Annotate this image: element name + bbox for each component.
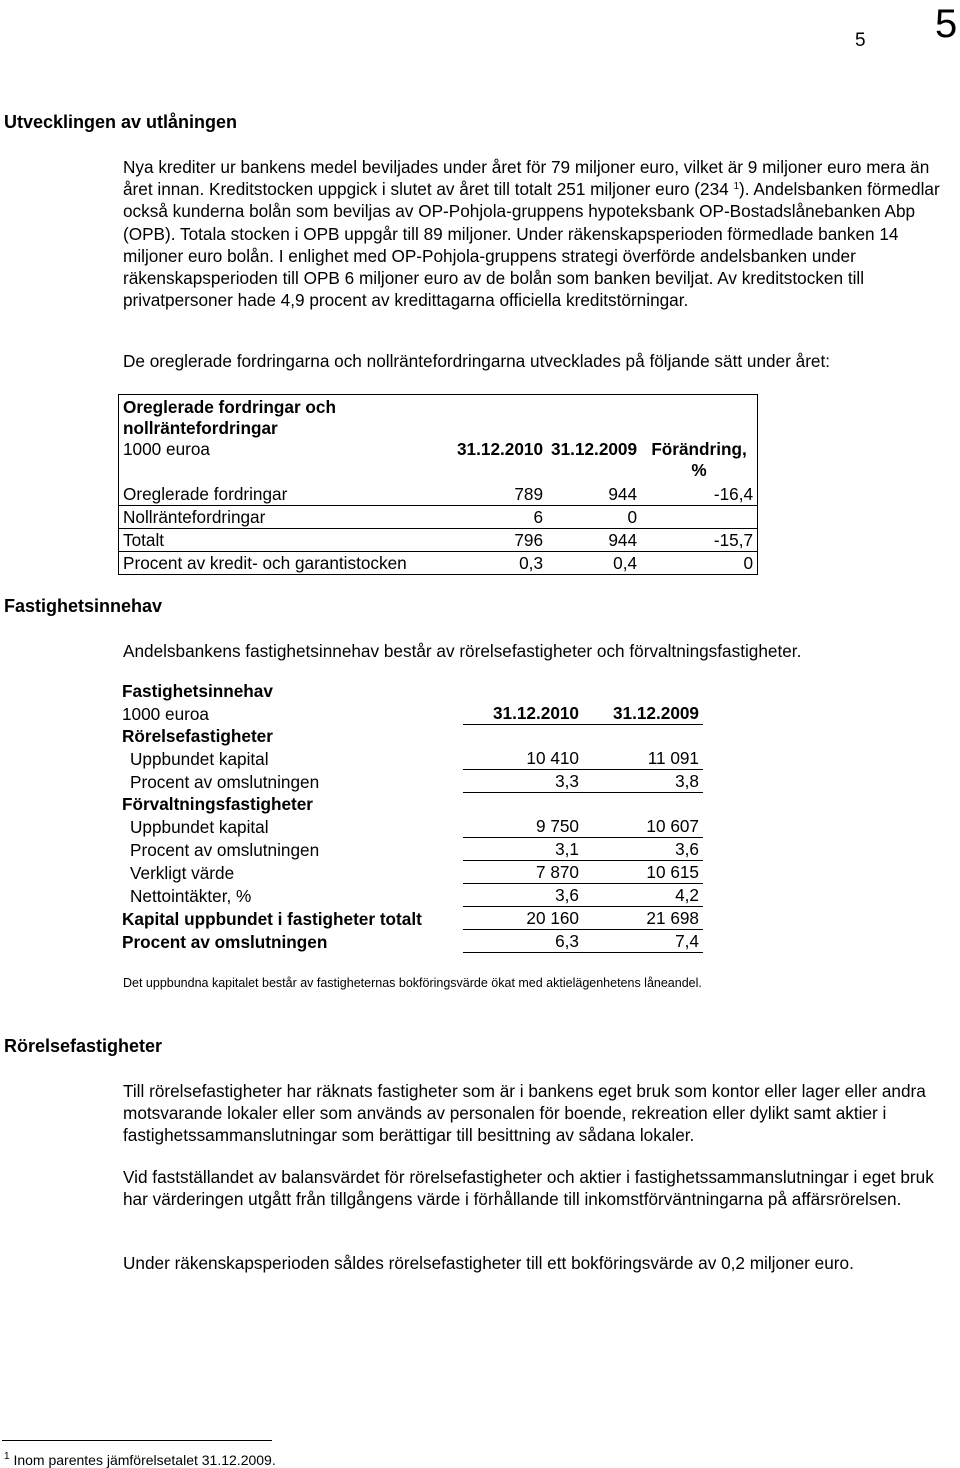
table-fastighetsinnehav <box>118 680 703 953</box>
paragraph-rorelse-3: Under räkenskapsperioden såldes rörelsefastigheter till ett bokföringsvärde av 0,2 miljoner euro. <box>123 1253 854 1273</box>
table-row: Nollräntefordringar 6 0 <box>119 506 758 529</box>
footnote-divider <box>2 1440 272 1441</box>
section-label: Rörelsefastigheter <box>122 726 273 746</box>
paragraph-oreglerade-intro: De oreglerade fordringarna och nollräntefordringarna utvecklades på följande sätt under året: <box>123 351 831 371</box>
paragraph-fastighet-intro: Andelsbankens fastighetsinnehav består av rörelsefastigheter och förvaltningsfastigheter. <box>123 641 802 661</box>
heading-fastighetsinnehav: Fastighetsinnehav <box>4 596 163 616</box>
table-row: Procent av omslutningen 3,1 3,6 <box>118 838 703 861</box>
footnote-ref: 1 <box>733 181 740 193</box>
footnote <box>4 1452 276 1468</box>
column-header: 31.12.2010 <box>457 439 544 459</box>
section-label: Förvaltningsfastigheter <box>122 794 314 814</box>
table-row: Verkligt värde 7 870 10 615 <box>118 861 703 884</box>
heading-rorelsefastigheter: Rörelsefastigheter <box>4 1036 163 1056</box>
column-header: 31.12.2010 <box>463 702 583 725</box>
table-row: Nettointäkter, % 3,6 4,2 <box>118 884 703 907</box>
table-row: Kapital uppbundet i fastigheter totalt 20 160 21 698 <box>118 907 703 930</box>
page-number-small: 5 <box>855 30 866 51</box>
table-note: Det uppbundna kapitalet består av fastigheternas bokföringsvärde ökat med aktielägenhetens låneandel. <box>123 976 702 990</box>
table-row: Uppbundet kapital 10 410 11 091 <box>118 747 703 770</box>
table-oreglerade-fordringar <box>118 394 758 575</box>
table-row: Procent av omslutningen 3,3 3,8 <box>118 770 703 793</box>
table-row: Totalt 796 944 -15,7 <box>119 529 758 552</box>
heading-utlaning: Utvecklingen av utlåningen <box>4 112 238 132</box>
paragraph-rorelse-2: Vid fastställandet av balansvärdet för rörelsefastigheter och aktier i fastighetssammanslutningar i eget bruk har värderingen utgått från tillgångens värde i förhållande till inkomstförväntningarna på affärsrörelsen. <box>123 1167 934 1210</box>
paragraph-utlaning: Nya krediter ur bankens medel beviljades under året för 79 miljoner euro, vilket är 9 miljoner euro mera än året innan. Kreditstocken uppgick i slutet av året till totalt 251 miljoner euro (234 $^1$). Andelsbanken förmedlar också kunderna bolån som beviljas av OP-Pohjola-gruppens hypoteksbank OP-Bostadslånebanken Abp (OPB). Totala stocken i OPB uppgår till 89 miljoner. Under räkenskapsperioden förmedlade banken 14 miljoner euro bolån. I enlighet med OP-Pohjola-gruppens strategi överförde andelsbanken under räkenskapsperioden till OPB 6 miljoner euro av de bolån som banken beviljat. Av kreditstocken till privatpersoner hade 4,9 procent av kredittagarna officiella kreditstörningar. <box>123 157 940 311</box>
table-row: Oreglerade fordringar 789 944 -16,4 <box>119 483 758 506</box>
table-row: Procent av omslutningen 6,3 7,4 <box>118 930 703 953</box>
unit-label: 1000 euroa <box>123 439 210 459</box>
footnote-text: Inom parentes jämförelsetalet 31.12.2009. <box>13 1452 276 1468</box>
column-header: 31.12.2009 <box>551 439 638 459</box>
unit-label: 1000 euroa <box>122 703 209 724</box>
paragraph-rorelse-1: Till rörelsefastigheter har räknats fastigheter som är i bankens eget bruk som kontor eller lager eller andra motsvarande lokaler eller som används av personalen för boende, rekreation eller dylikt samt aktier i fastighetssammanslutningar som berättigar till besittning av sådana lokaler. <box>123 1081 926 1146</box>
table-title: Oreglerade fordringar och nollräntefordringar <box>123 397 336 438</box>
column-header: Förändring, % <box>651 439 747 480</box>
page-number-large: 5 <box>935 2 958 46</box>
table-row: Procent av kredit- och garantistocken 0,3 0,4 0 <box>123 553 754 573</box>
column-header: 31.12.2009 <box>583 702 703 725</box>
table-row: Uppbundet kapital 9 750 10 607 <box>118 815 703 838</box>
footnote-marker: 1 <box>4 1451 10 1462</box>
table-title: Fastighetsinnehav <box>122 681 273 701</box>
